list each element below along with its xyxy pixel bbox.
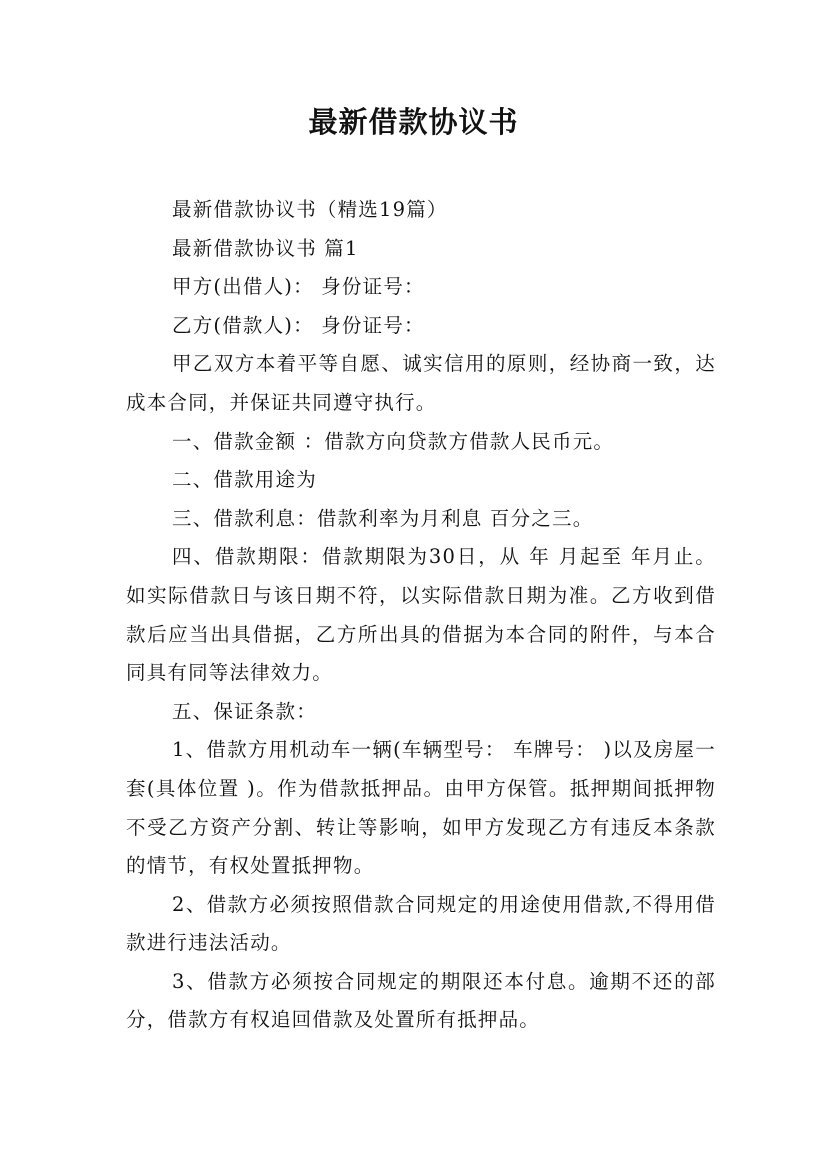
subtitle-paragraph: 最新借款协议书（精选19篇）	[172, 198, 448, 221]
clause-term: 四、借款期限：借款期限为30日，从 年 月起至 年月止。如实际借款日与该日期不符，以实际借款日期为准。乙方收到借款后应当出具借据，乙方所出具的借据为本合同的附件，与本合同具有同等法律效力。	[126, 545, 716, 685]
section-heading: 最新借款协议书 篇1	[172, 236, 359, 260]
document-body	[126, 191, 716, 1040]
clause-purpose: 二、借款用途为	[172, 468, 317, 492]
party-a-line: 甲方(出借人)： 身份证号：	[172, 275, 425, 299]
party-b-line: 乙方(借款人)： 身份证号：	[172, 313, 425, 337]
preamble-paragraph: 甲乙双方本着平等自愿、诚实信用的原则，经协商一致，达成本合同，并保证共同遵守执行。	[126, 352, 716, 414]
document-title: 最新借款协议书	[308, 105, 519, 139]
guarantee-item-2: 2、借款方必须按照借款合同规定的用途使用借款,不得用借款进行违法活动。	[126, 892, 716, 955]
guarantee-item-1: 1、借款方用机动车一辆(车辆型号： 车牌号： )以及房屋一套(具体位置 )。作为借款抵押品。由甲方保管。抵押期间抵押物不受乙方资产分割、转让等影响，如甲方发现乙方有违反本条款的情节，有权处置抵押物。	[126, 738, 716, 878]
clause-guarantee-heading: 五、保证条款：	[172, 699, 317, 723]
clause-amount: 一、借款金额 ：借款方向贷款方借款人民币元。	[172, 429, 615, 453]
guarantee-item-3: 3、借款方必须按合同规定的期限还本付息。逾期不还的部分，借款方有权追回借款及处置所有抵押品。	[126, 969, 716, 1032]
clause-interest: 三、借款利息：借款利率为月利息 百分之三。	[172, 506, 594, 530]
